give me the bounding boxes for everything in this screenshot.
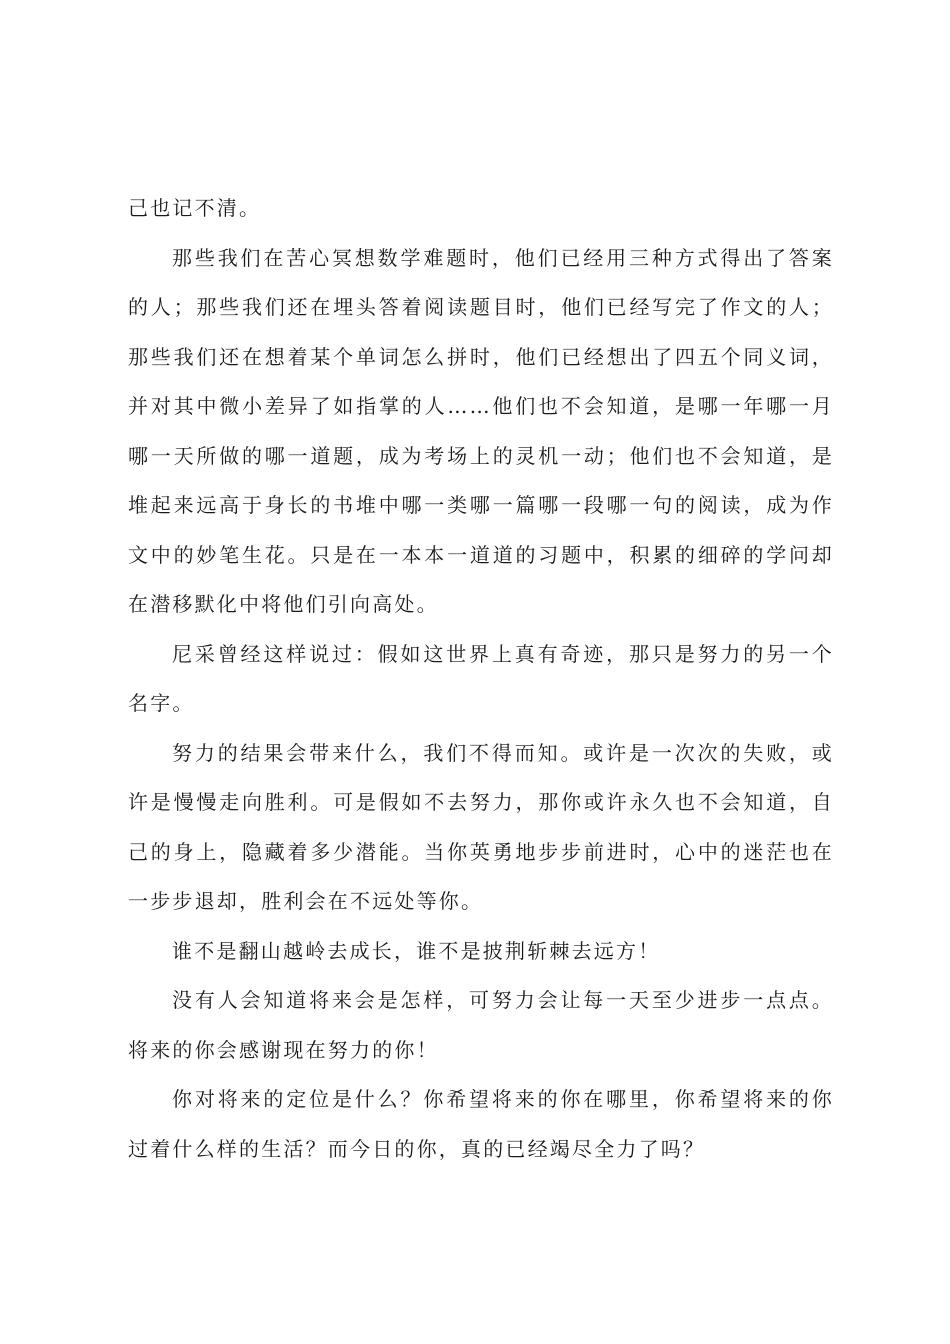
paragraph-others-effort: 那些我们在苦心冥想数学难题时，他们已经用三种方式得出了答案的人；那些我们还在埋头答着阅读题目时，他们已经写完了作文的人；那些我们还在想着某个单词怎么拼时，他们已经想出了四五个同义词，并对其中微小差异了如指掌的人……他们也不会知道，是哪一年哪一月哪一天所做的哪一道题，成为考场上的灵机一动；他们也不会知道，是堆起来远高于身长的书堆中哪一类哪一篇哪一段哪一句的阅读，成为作文中的妙笔生花。只是在一本本一道道的习题中，积累的细碎的学问却在潜移默化中将他们引向高处。 — [128, 245, 834, 616]
article-body — [128, 184, 834, 1174]
paragraph-continuation: 己也记不清。 — [128, 196, 262, 220]
paragraph-nietzsche-quote: 尼采曾经这样说过：假如这世界上真有奇迹，那只是努力的另一个名字。 — [128, 641, 834, 715]
paragraph-future-self: 没有人会知道将来会是怎样，可努力会让每一天至少进步一点点。将来的你会感谢现在努力的你！ — [128, 988, 834, 1062]
paragraph-growth: 谁不是翻山越岭去成长，谁不是披荆斩棘去远方！ — [172, 938, 661, 963]
paragraph-closing-question: 你对将来的定位是什么？你希望将来的你在哪里，你希望将来的你过着什么样的生活？而今日的你，真的已经竭尽全力了吗？ — [128, 1087, 834, 1161]
paragraph-result-of-effort: 努力的结果会带来什么，我们不得而知。或许是一次次的失败，或许是慢慢走向胜利。可是假如不去努力，那你或许永久也不会知道，自己的身上，隐藏着多少潜能。当你英勇地步步前进时，心中的迷茫也在一步步退却，胜利会在不远处等你。 — [128, 740, 834, 913]
